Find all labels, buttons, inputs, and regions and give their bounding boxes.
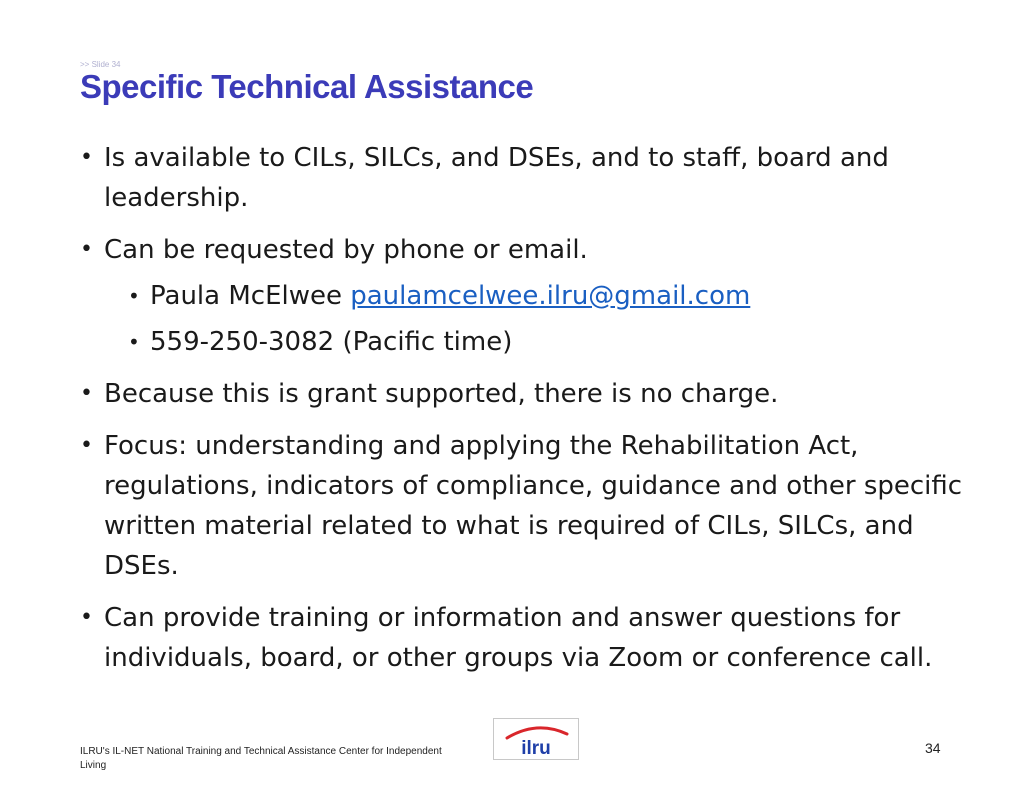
contact-name: Paula McElwee bbox=[150, 281, 342, 311]
email-link[interactable]: paulamcelwee.ilru@gmail.com bbox=[350, 281, 751, 311]
bullet-no-charge: • Because this is grant supported, there is no charge. bbox=[80, 374, 980, 414]
bullet-list bbox=[80, 138, 980, 690]
bullet-training: • Can provide training or information and answer questions for individuals, board, or other groups via Zoom or conference call. bbox=[80, 598, 980, 678]
bullet-availability: • Is available to CILs, SILCs, and DSEs, and to staff, board and leadership. bbox=[80, 138, 980, 218]
ilru-logo bbox=[493, 718, 579, 760]
page-number: 34 bbox=[925, 740, 941, 756]
bullet-focus: • Focus: understanding and applying the Rehabilitation Act, regulations, indicators of compliance, guidance and other specific written material related to what is required of CILs, SILCs, and DSEs. bbox=[80, 426, 980, 586]
logo-text: ilru bbox=[521, 738, 551, 759]
bullet-request-group bbox=[80, 230, 980, 362]
bullet-request: • Can be requested by phone or email. bbox=[80, 230, 980, 270]
slide-number-label: >> Slide 34 bbox=[80, 60, 121, 69]
footer-organization: ILRU's IL-NET National Training and Technical Assistance Center for Independent Living bbox=[80, 746, 442, 771]
sub-bullet-contact-phone: • 559-250-3082 (Pacific time) bbox=[80, 322, 980, 362]
slide-title: Specific Technical Assistance bbox=[80, 68, 534, 105]
sub-bullet-contact-email bbox=[80, 276, 980, 316]
